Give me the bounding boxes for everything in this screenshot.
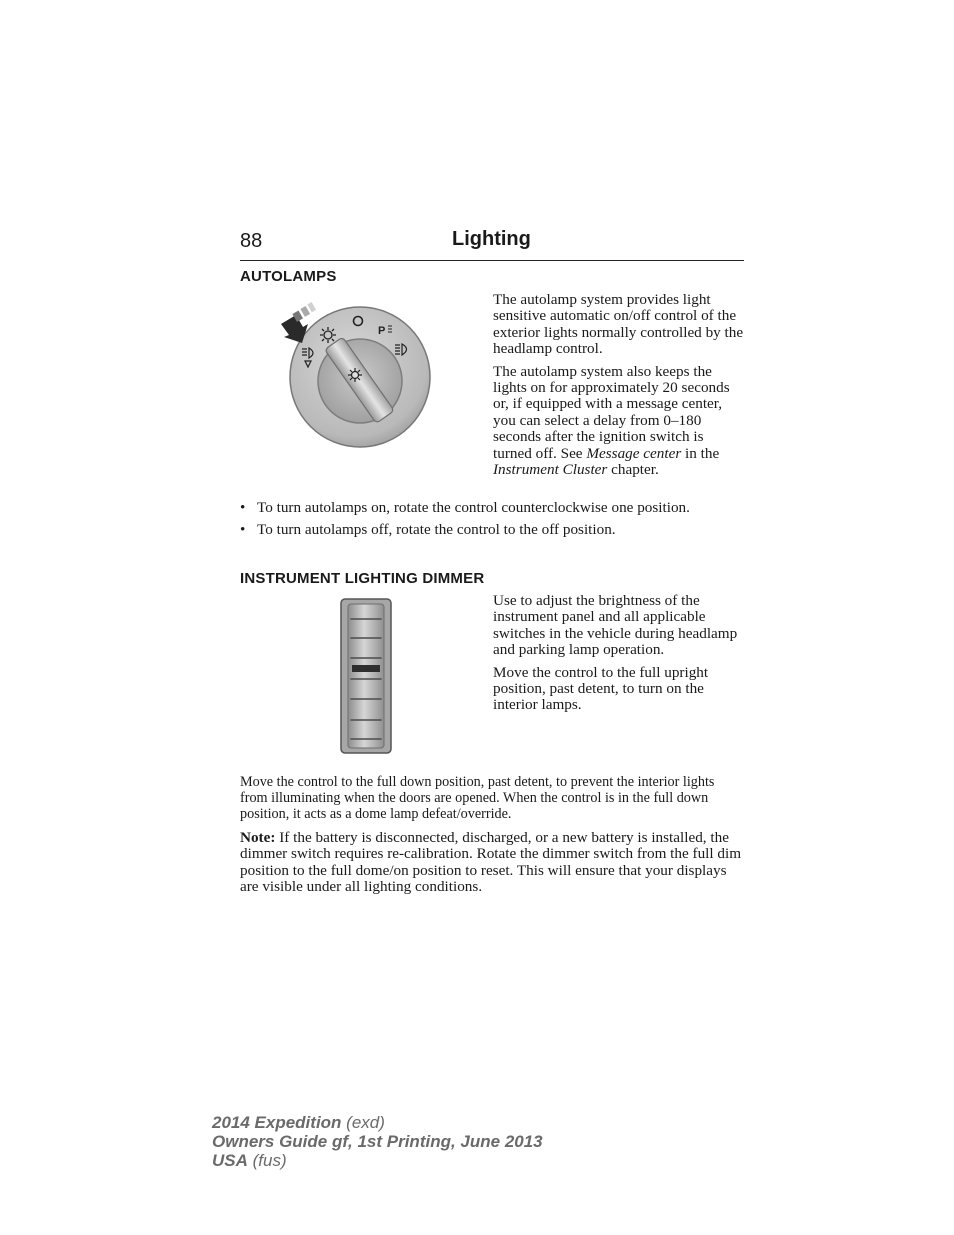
section-title: Lighting	[452, 228, 531, 250]
dimmer-body	[240, 774, 745, 829]
page-number: 88	[240, 230, 263, 252]
list-item: • To turn autolamps off, rotate the control to the off position.	[240, 521, 616, 539]
message-center-reference: Message center	[586, 444, 682, 462]
autolamps-bullet-list	[240, 500, 745, 545]
dimmer-heading: INSTRUMENT LIGHTING DIMMER	[240, 570, 485, 587]
dimmer-para-2: Move the control to the full upright position, past detent, to turn on the interior lamps.	[493, 663, 709, 714]
list-item: • To turn autolamps on, rotate the control counterclockwise one position.	[240, 499, 690, 516]
autolamps-description	[493, 292, 745, 484]
dimmer-para-1: Use to adjust the brightness of the instrument panel and all applicable switches in the vehicle during headlamp and parking lamp operation.	[493, 592, 738, 659]
instrument-cluster-reference: Instrument Cluster	[493, 461, 608, 479]
dimmer-detent-marker	[352, 665, 380, 672]
dimmer-description	[493, 593, 745, 720]
page-header	[240, 228, 744, 261]
page-footer: 2014 Expedition (exd) Owners Guide gf, 1st Printing, June 2013 USA (fus)	[212, 1113, 543, 1170]
autolamps-heading: AUTOLAMPS	[240, 268, 337, 285]
headlamp-control-illustration	[272, 298, 437, 453]
autolamps-para-1: The autolamp system provides light sensitive automatic on/off control of the exterior lights normally controlled by the headlamp control.	[493, 291, 744, 358]
note-label: Note:	[240, 829, 276, 846]
note-text: If the battery is disconnected, discharged, or a new battery is installed, the dimmer switch requires re-calibration. Rotate the dimmer switch from the full dim position to the full dome/on position to reset. This will ensure that your displays are visible under all lighting conditions.	[240, 829, 742, 896]
dimmer-para-3: Move the control to the full down position, past detent, to prevent the interior lights from illuminating when the doors are opened. When the control is in the full down position, it acts as a dome lamp defeat/override.	[240, 774, 715, 823]
dimmer-switch-illustration	[340, 598, 393, 755]
autolamps-para-2: The autolamp system also keeps the lights on for approximately 20 seconds or, if equipped with a message center, you can select a delay from 0–180 seconds after the ignition switch is turned off. See Message center in the Instrument Cluster chapter.	[493, 362, 730, 479]
parking-lamp-icon: P	[378, 325, 386, 337]
dimmer-note	[240, 830, 745, 902]
